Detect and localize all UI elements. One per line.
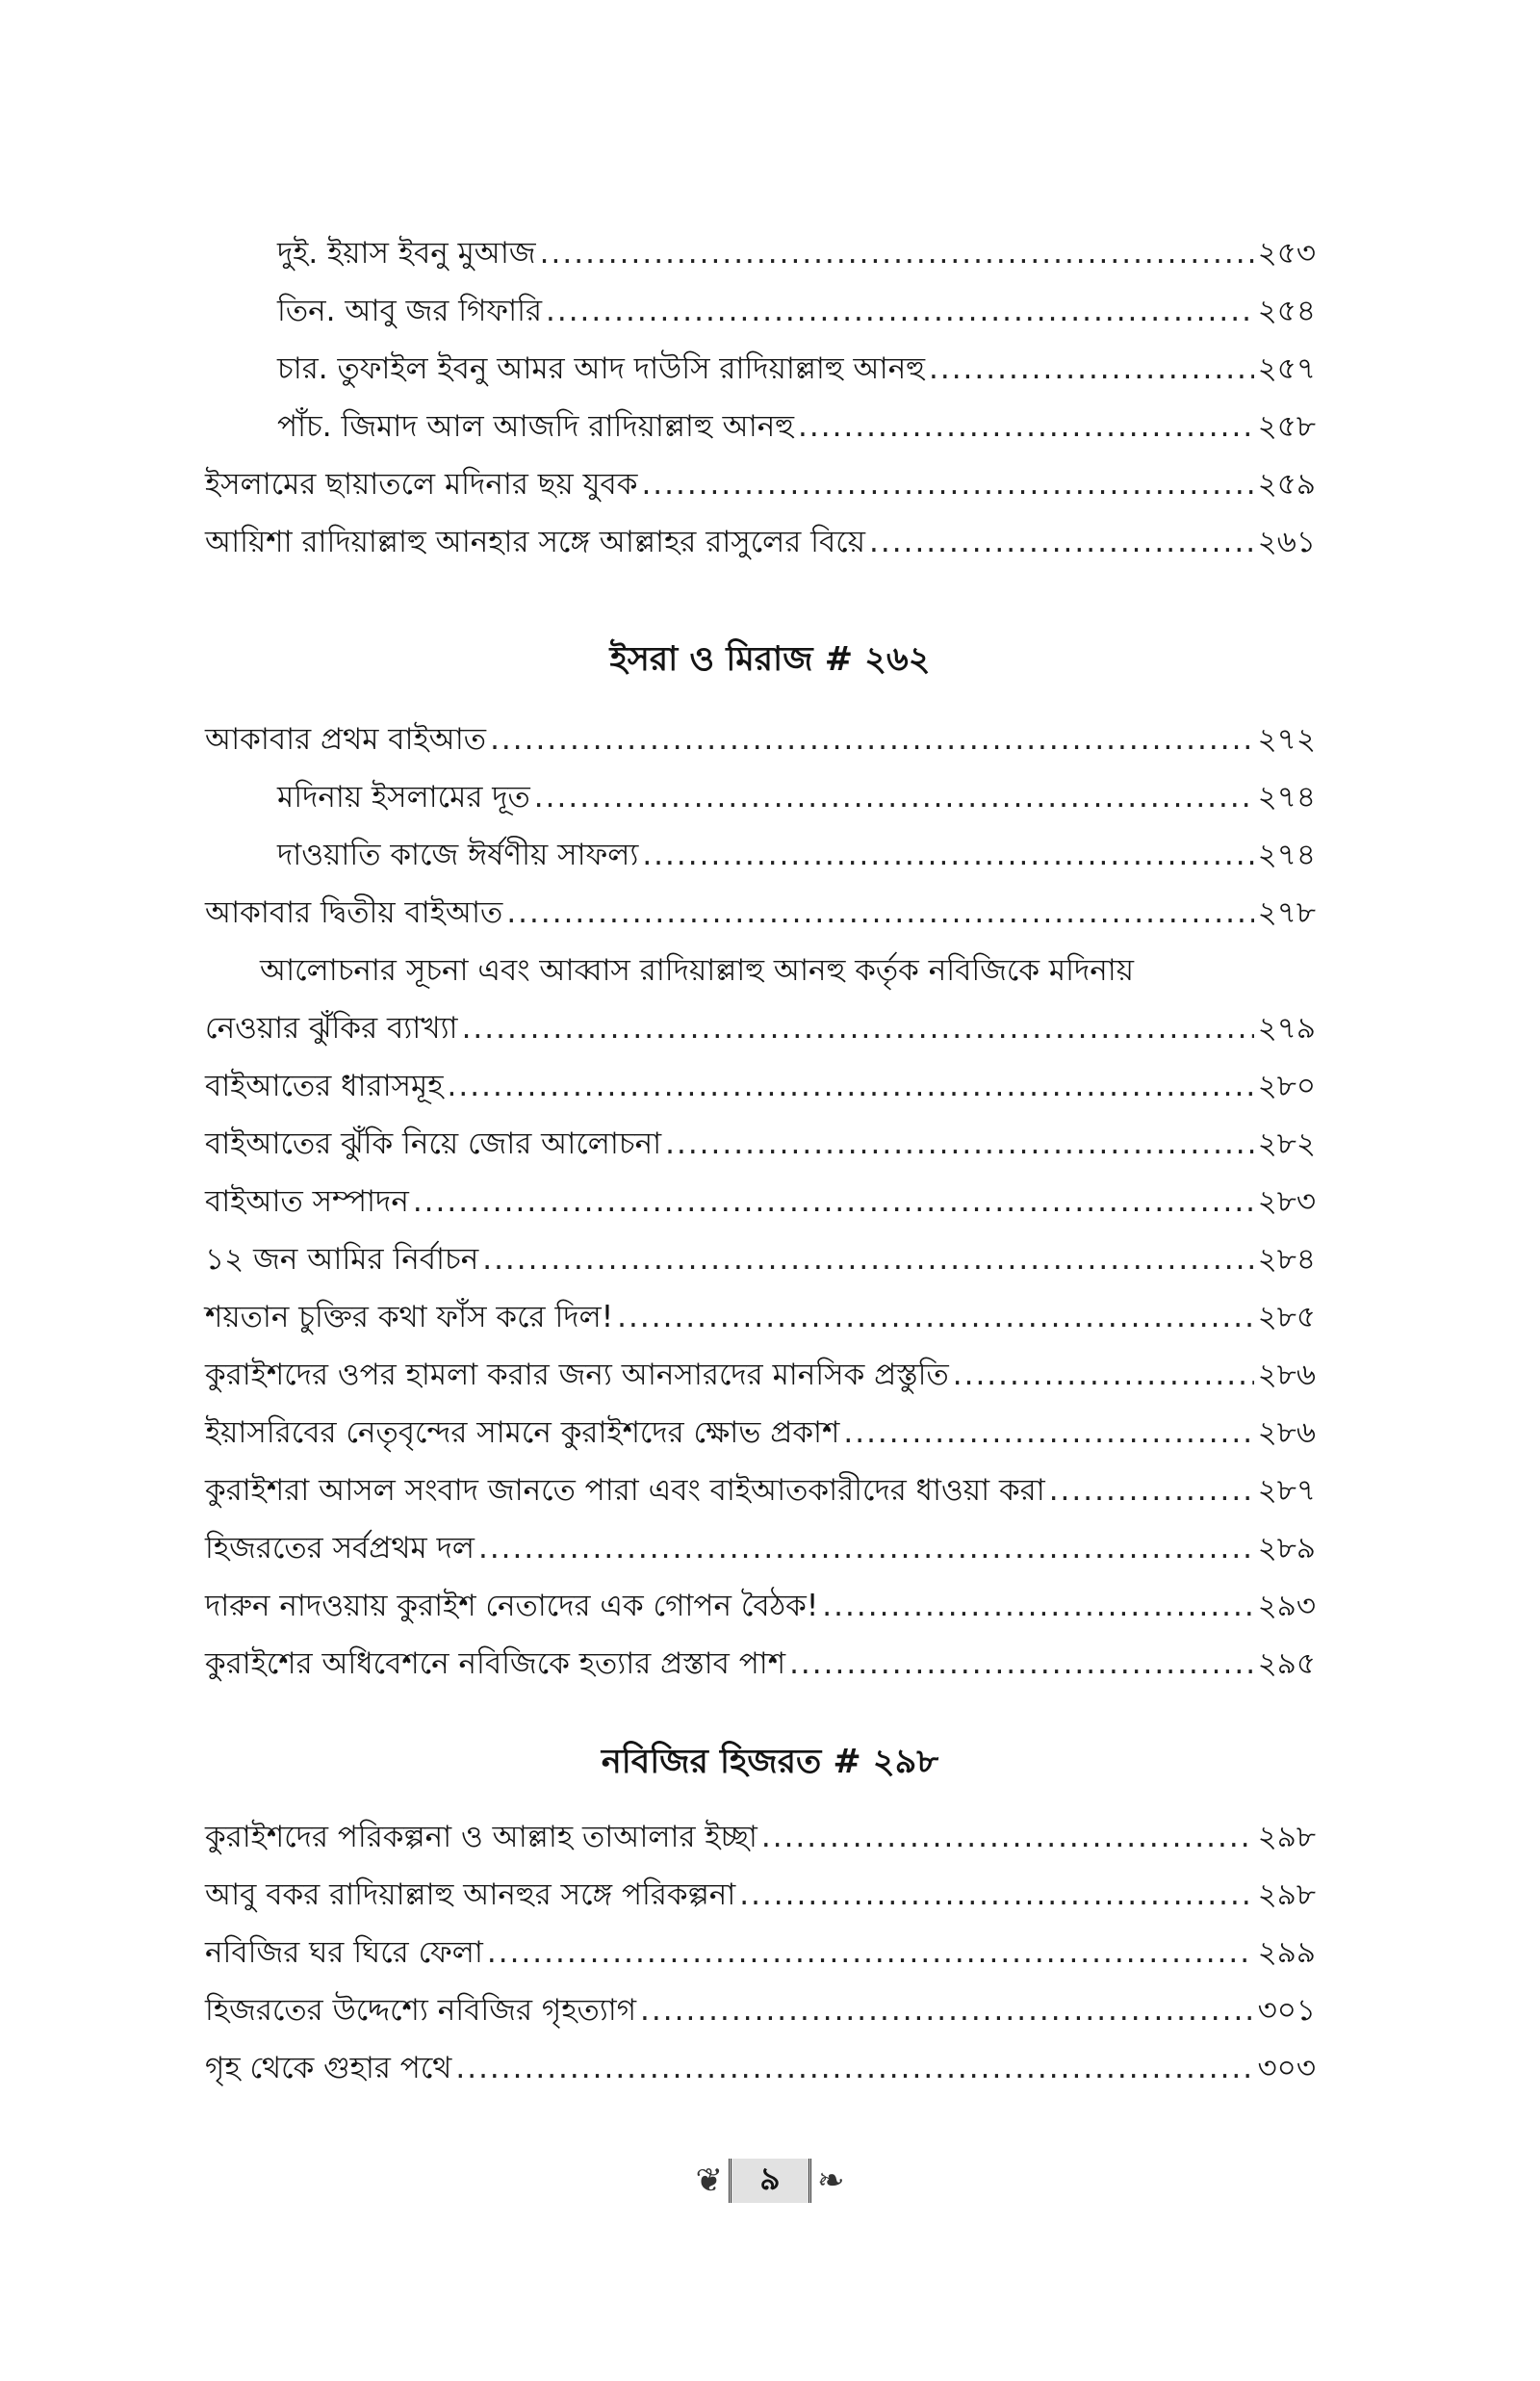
toc-entry-title: ইয়াসরিবের নেতৃবৃন্দের সামনে কুরাইশদের ক্ষোভ প্রকাশ [205,1415,840,1450]
toc-entry [205,1637,1316,1691]
toc-entry-title: তিন. আবু জর গিফারি [277,294,542,328]
toc-entry-page: ২৮২ [1257,1126,1316,1161]
toc-entry [277,342,1316,396]
toc-entry [205,1926,1316,1980]
toc-entry-page: ২৭২ [1257,722,1316,757]
toc-entry [205,515,1316,569]
toc-entry [205,1001,1316,1055]
toc-entry-page: ২৮৬ [1257,1358,1316,1392]
toc-entry [205,1059,1316,1113]
toc-entry [205,1810,1316,1864]
toc-entry-page: ২৮০ [1257,1069,1316,1103]
toc-entry-title: দাওয়াতি কাজে ঈর্ষণীয় সাফল্য [277,838,639,872]
toc-entry-title: হিজরতের সর্বপ্রথম দল [205,1531,475,1566]
toc-entry [277,226,1316,280]
toc-entry-title: বাইআতের ঝুঁকি নিয়ে জোর আলোচনা [205,1126,662,1161]
toc-entry-page: ২৫৭ [1257,351,1316,386]
toc-entry-title: মদিনায় ইসলামের দূত [277,780,530,815]
ornament-right-icon: ❧ [817,2161,845,2200]
toc-entry-page: ২৬১ [1257,525,1316,559]
toc-entry-title: বাইআত সম্পাদন [205,1184,409,1219]
toc-entry-page: ২৫৯ [1257,467,1316,502]
toc-entry-page: ২৮৬ [1257,1415,1316,1450]
toc-entry-page: ৩০১ [1257,1993,1316,2028]
toc-entry-page: ২৯৯ [1257,1935,1316,1970]
toc-entry [277,770,1316,824]
page-footer [0,2147,1540,2214]
toc-entry [205,1175,1316,1229]
toc-entry-page: ২৯৮ [1257,1820,1316,1854]
toc-entry-page: ২৯৩ [1257,1589,1316,1623]
toc-entry-page: ২৫৮ [1257,409,1316,444]
toc-entry-page: ২৭৯ [1257,1011,1316,1046]
toc-entry-title: কুরাইশদের ওপর হামলা করার জন্য আনসারদের মানসিক প্রস্তুতি [205,1358,949,1392]
toc-entry [205,1983,1316,2037]
toc-entry [205,1406,1316,1460]
toc-entry-title: শয়তান চুক্তির কথা ফাঁস করে দিল! [205,1300,614,1334]
toc-entry-title: আয়িশা রাদিয়াল্লাহু আনহার সঙ্গে আল্লাহর রাসুলের বিয়ে [205,525,866,559]
toc-entry-page: ২৯৫ [1257,1646,1316,1681]
toc-entry-page: ২৫৪ [1257,294,1316,328]
toc-entry [277,828,1316,882]
toc-entry-title: আবু বকর রাদিয়াল্লাহু আনহুর সঙ্গে পরিকল্পনা [205,1877,736,1912]
toc-entry [205,1521,1316,1575]
toc-entry [205,1579,1316,1633]
toc-entry-title: কুরাইশের অধিবেশনে নবিজিকে হত্যার প্রস্তাব পাশ [205,1646,786,1681]
toc-entry-title: কুরাইশরা আসল সংবাদ জানতে পারা এবং বাইআতকারীদের ধাওয়া করা [205,1473,1045,1508]
toc-entry-title: ইসলামের ছায়াতলে মদিনার ছয় যুবক [205,467,638,502]
ornament-left-icon: ❦ [695,2161,723,2200]
toc-entry [205,712,1316,766]
toc-entry-wrapped-line: আলোচনার সূচনা এবং আব্বাস রাদিয়াল্লাহু আনহু কর্তৃক নবিজিকে মদিনায় [260,953,1135,988]
page-number: ৯ [729,2159,811,2203]
toc-entry-title: দুই. ইয়াস ইবনু মুআজ [277,236,536,271]
toc-entry [205,1463,1316,1517]
toc-entry [205,1232,1316,1286]
toc-entry [205,1117,1316,1171]
toc-entry-title: ১২ জন আমির নির্বাচন [205,1242,479,1277]
toc-entry-title: কুরাইশদের পরিকল্পনা ও আল্লাহ তাআলার ইচ্ছা [205,1820,757,1854]
toc-entry-page: ২৮৪ [1257,1242,1316,1277]
toc-entry [205,886,1316,940]
toc-entry [277,400,1316,453]
toc-entry-title: দারুন নাদওয়ায় কুরাইশ নেতাদের এক গোপন বৈঠক! [205,1589,819,1623]
toc-entry-page: ২৭৪ [1257,780,1316,815]
section-heading: নবিজির হিজরত # ২৯৮ [601,1743,939,1781]
toc-entry [205,2041,1316,2095]
toc-entry-page: ২৯৮ [1257,1877,1316,1912]
toc-entry [205,1348,1316,1402]
toc-entry-page: ২৭৮ [1257,895,1316,930]
toc-entry-page: ২৭৪ [1257,838,1316,872]
toc-entry [205,457,1316,511]
toc-entry [277,284,1316,338]
toc-entry-title: আকাবার দ্বিতীয় বাইআত [205,895,503,930]
toc-entry-title: হিজরতের উদ্দেশ্যে নবিজির গৃহত্যাগ [205,1993,637,2028]
toc-entry-page: ২৮৩ [1257,1184,1316,1219]
toc-entry-title: বাইআতের ধারাসমূহ [205,1069,444,1103]
toc-entry-page: ২৮৭ [1257,1473,1316,1508]
toc-entry [205,1290,1316,1344]
toc-entry-title: নেওয়ার ঝুঁকির ব্যাখ্যা [205,1011,458,1046]
toc-entry-page: ২৮৯ [1257,1531,1316,1566]
toc-entry-page: ৩০৩ [1257,2051,1316,2085]
toc-entry-title: আকাবার প্রথম বাইআত [205,722,487,757]
toc-entry-page: ২৫৩ [1257,236,1316,271]
toc-entry [205,1868,1316,1922]
section-heading: ইসরা ও মিরাজ # ২৬২ [609,640,931,679]
toc-entry-title: পাঁচ. জিমাদ আল আজদি রাদিয়াল্লাহু আনহু [277,409,795,444]
toc-entry-title: চার. তুফাইল ইবনু আমর আদ দাউসি রাদিয়াল্লাহু আনহু [277,351,925,386]
toc-entry-title: গৃহ থেকে গুহার পথে [205,2051,452,2085]
toc-entry-title: নবিজির ঘর ঘিরে ফেলা [205,1935,483,1970]
toc-entry-page: ২৮৫ [1257,1300,1316,1334]
